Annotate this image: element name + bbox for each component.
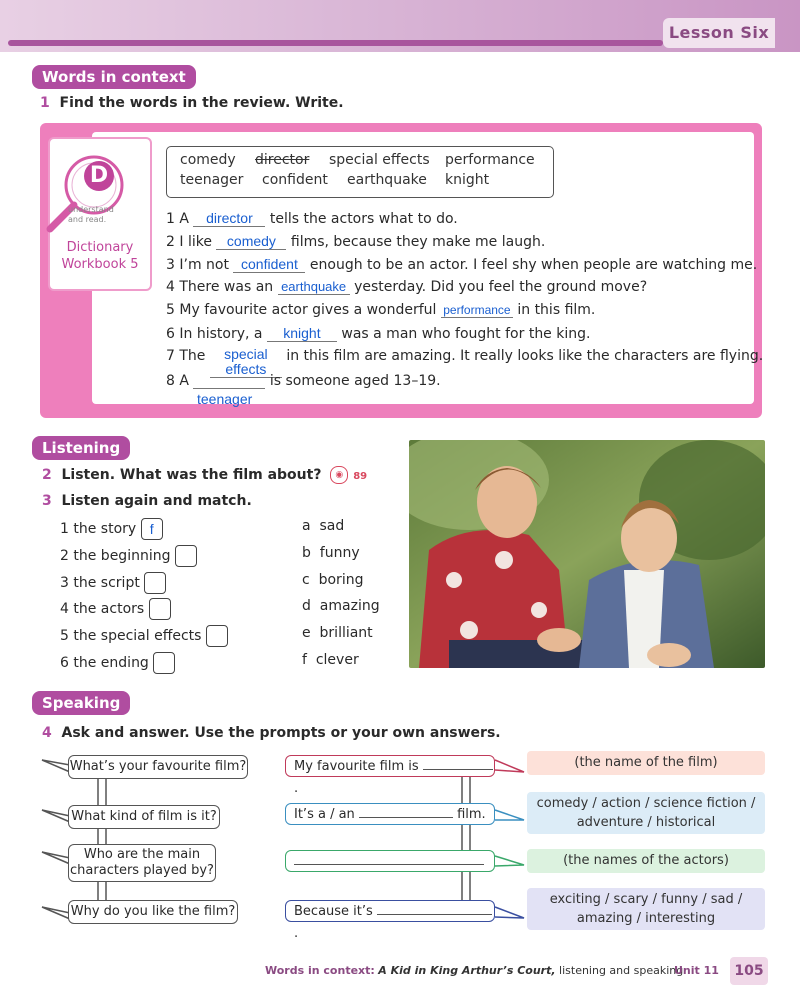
item-label: the actors <box>73 601 145 617</box>
instruction-1 <box>40 95 344 111</box>
item-label: the script <box>73 575 140 591</box>
audio-icon[interactable]: ◉ <box>330 466 348 484</box>
dictionary-card <box>48 137 152 291</box>
section-tag-speaking: Speaking <box>32 691 130 715</box>
question-bubble-3: Who are the main characters played by? <box>68 844 216 882</box>
instruction-2 <box>42 466 367 484</box>
question-bubble-2: What kind of film is it? <box>68 805 220 829</box>
answer-box[interactable] <box>153 652 175 674</box>
magnifier-icon <box>38 145 138 245</box>
footer-unit: Unit 11 <box>674 964 719 977</box>
answer-box[interactable]: f <box>141 518 163 540</box>
sentence-pre: My favourite actor gives a wonderful <box>179 302 437 318</box>
sentence-1 <box>166 210 458 227</box>
sentence-5 <box>166 302 595 318</box>
answer-box[interactable] <box>175 545 197 567</box>
sentence-post: is someone aged 13–19. <box>269 373 441 389</box>
instruction-number: 4 <box>42 725 52 741</box>
sentence-pre: A <box>179 373 189 389</box>
match-left-2 <box>60 545 197 567</box>
answer-blank[interactable] <box>359 805 453 818</box>
sentence-3 <box>166 256 757 273</box>
answer-end: film. <box>457 807 486 822</box>
film-still-photo <box>409 440 765 668</box>
question-bubble-1: What’s your favourite film? <box>68 755 248 779</box>
match-left-3 <box>60 572 166 594</box>
dictionary-badge-text: understand and read. <box>68 205 114 224</box>
word-knight: knight <box>445 172 490 188</box>
match-left-5 <box>60 625 228 647</box>
answer-bubble-2 <box>285 803 495 825</box>
item-number: 1 <box>60 521 69 537</box>
answer-bubble-4 <box>285 900 495 941</box>
word-performance: performance <box>445 152 535 168</box>
prompt-film-type: comedy / action / science fiction / adventure / historical <box>527 792 765 834</box>
sentence-number: 8 <box>166 373 175 389</box>
sentence-number: 6 <box>166 326 175 342</box>
item-number: 5 <box>60 628 69 644</box>
sentence-pre: In history, a <box>179 326 263 342</box>
sentence-number: 5 <box>166 302 175 318</box>
question-bubble-4: Why do you like the film? <box>68 900 238 924</box>
word-earthquake: earthquake <box>347 172 427 188</box>
answer-box[interactable] <box>144 572 166 594</box>
sentence-pre: There was an <box>179 279 274 295</box>
match-right-b <box>302 545 360 561</box>
footer-pre: Words in context: <box>265 964 375 977</box>
instruction-number: 3 <box>42 493 52 509</box>
answer-box[interactable] <box>149 598 171 620</box>
item-label: the beginning <box>73 548 171 564</box>
item-letter: f <box>302 652 307 668</box>
answer-field[interactable]: earthquake <box>278 279 350 295</box>
answer-blank[interactable] <box>377 902 492 915</box>
item-label: brilliant <box>319 625 373 641</box>
item-label: the ending <box>73 655 149 671</box>
sentence-post: enough to be an actor. I feel shy when people are watching me. <box>309 257 758 273</box>
item-label: boring <box>318 572 364 588</box>
word-comedy: comedy <box>180 152 236 168</box>
answer-blank[interactable] <box>294 852 484 865</box>
answer-blank[interactable] <box>423 757 493 770</box>
instruction-4 <box>42 725 501 741</box>
match-left-6 <box>60 652 175 674</box>
answer-teenager: teenager <box>197 391 253 407</box>
instruction-text: Ask and answer. Use the prompts or your own answers. <box>61 725 501 741</box>
match-right-e <box>302 625 373 641</box>
sentence-pre: I’m not <box>179 257 229 273</box>
match-right-d <box>302 598 380 614</box>
track-number: 89 <box>353 471 368 482</box>
item-letter: d <box>302 598 311 614</box>
match-right-f <box>302 652 359 668</box>
answer-field[interactable]: confident <box>233 256 305 273</box>
item-label: amazing <box>319 598 380 614</box>
sentence-post: was a man who fought for the king. <box>341 326 591 342</box>
sentence-8 <box>166 372 441 389</box>
answer-box[interactable] <box>206 625 228 647</box>
sentence-post: films, because they make me laugh. <box>290 234 546 250</box>
section-tag-listening: Listening <box>32 436 130 460</box>
answer-field[interactable]: director <box>193 210 265 227</box>
item-letter: b <box>302 545 311 561</box>
sentence-number: 4 <box>166 279 175 295</box>
sentence-post: in this film. <box>517 302 596 318</box>
answer-blank-8[interactable] <box>193 372 265 389</box>
instruction-3 <box>42 493 252 509</box>
instruction-number: 2 <box>42 467 52 483</box>
answer-text: My favourite film is <box>294 759 419 774</box>
item-label: clever <box>315 652 359 668</box>
answer-bubble-3 <box>285 850 495 872</box>
sentence-number: 7 <box>166 348 175 364</box>
match-right-a <box>302 518 344 534</box>
answer-field[interactable]: comedy <box>216 233 286 250</box>
section-tag-words-in-context: Words in context <box>32 65 196 89</box>
word-teenager: teenager <box>180 172 244 188</box>
instruction-text: Find the words in the review. Write. <box>59 95 344 111</box>
item-number: 2 <box>60 548 69 564</box>
footer-title: A Kid in King Arthur’s Court, <box>378 964 556 977</box>
answer-field[interactable]: performance <box>441 303 513 318</box>
answer-end: . <box>294 781 299 796</box>
sentence-4 <box>166 279 647 295</box>
instruction-text: Listen again and match. <box>61 493 252 509</box>
page-number: 105 <box>730 957 768 985</box>
match-left-1 <box>60 518 163 540</box>
answer-bubble-1 <box>285 755 495 796</box>
item-label: funny <box>319 545 360 561</box>
prompt-adjectives: exciting / scary / funny / sad / amazing / interesting <box>527 888 765 930</box>
item-letter: c <box>302 572 310 588</box>
dictionary-label: Dictionary Workbook 5 <box>61 240 139 272</box>
sentence-pre: The <box>179 348 206 364</box>
sentence-number: 3 <box>166 257 175 273</box>
item-number: 6 <box>60 655 69 671</box>
word-confident: confident <box>262 172 328 188</box>
word-special-effects: special effects <box>329 152 430 168</box>
item-label: sad <box>319 518 345 534</box>
footer-caption <box>265 964 683 977</box>
instruction-number: 1 <box>40 95 50 111</box>
footer-post: listening and speaking <box>559 964 684 977</box>
answer-field[interactable]: special effects <box>210 347 282 378</box>
match-left-4 <box>60 598 171 620</box>
sentence-number: 2 <box>166 234 175 250</box>
sentence-number: 1 <box>166 211 175 227</box>
answer-text: It’s a / an <box>294 807 355 822</box>
sentence-post: tells the actors what to do. <box>269 211 458 227</box>
answer-end: . <box>294 926 299 941</box>
lesson-title: Lesson Six <box>663 18 775 48</box>
answer-text: Because it’s <box>294 904 373 919</box>
item-label: the story <box>73 521 137 537</box>
item-label: the special effects <box>73 628 202 644</box>
word-director: director <box>255 152 310 168</box>
sentence-6 <box>166 325 590 342</box>
prompt-film-name: (the name of the film) <box>527 751 765 775</box>
item-number: 3 <box>60 575 69 591</box>
item-letter: e <box>302 625 311 641</box>
prompt-actors: (the names of the actors) <box>527 849 765 873</box>
sentence-2 <box>166 233 545 250</box>
item-letter: a <box>302 518 311 534</box>
sentence-post: in this film are amazing. It really looks like the characters are flying. <box>286 348 764 364</box>
match-right-c <box>302 572 363 588</box>
sentence-post: yesterday. Did you feel the ground move? <box>354 279 648 295</box>
sentence-pre: A <box>179 211 189 227</box>
sentence-pre: I like <box>179 234 212 250</box>
header-stripe <box>8 40 663 46</box>
instruction-text: Listen. What was the film about? <box>61 467 322 483</box>
item-number: 4 <box>60 601 69 617</box>
answer-field[interactable]: knight <box>267 325 337 342</box>
dictionary-letter: D <box>84 161 114 191</box>
